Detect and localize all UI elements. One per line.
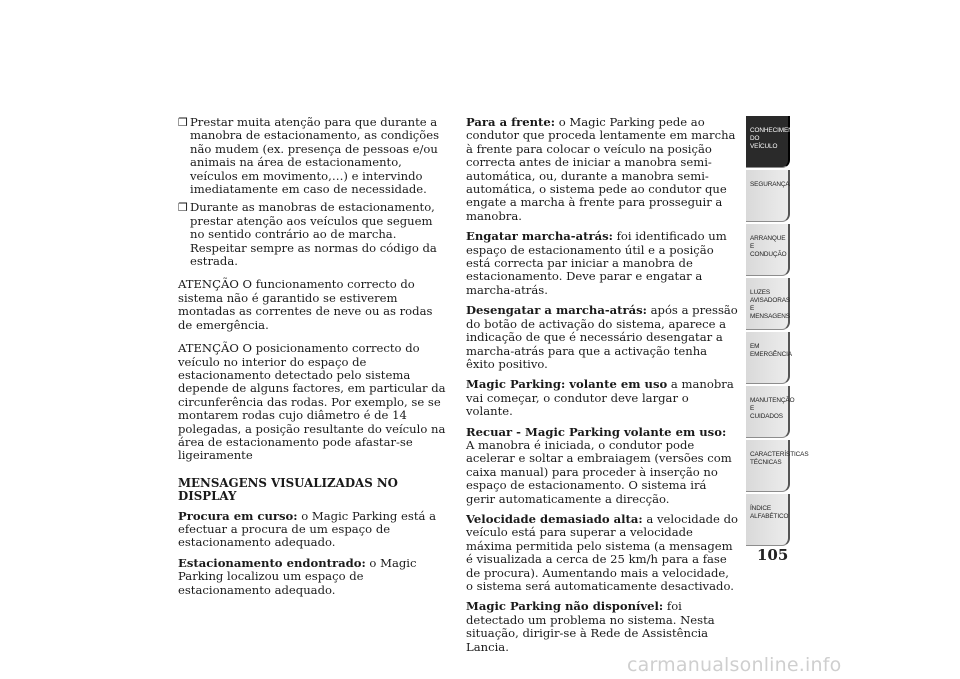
tab-label: ÍNDICE: [750, 505, 772, 512]
message-entry: [466, 513, 738, 593]
warning-note: ATENÇÃO O funcionamento correcto do sistema não é garantido se estiverem montadas as correntes de neve ou as rodas de emergência.: [178, 277, 433, 332]
message-term: Velocidade demasiado alta:: [466, 511, 643, 526]
tab-conhecimento-do-veiculo[interactable]: [746, 116, 802, 168]
message-entry: [466, 230, 738, 297]
message-term: Desengatar a marcha-atrás:: [466, 303, 647, 318]
message-entry: [178, 510, 450, 550]
message-term: Recuar - Magic Parking volante em uso:: [466, 424, 727, 439]
message-entry: [466, 116, 738, 223]
message-text: A manobra é iniciada, o condutor pode acelerar e soltar a embraiagem (versões com caixa manual) para proceder à inserção no espaço de estacionamento. O sistema irá gerir automaticamente a direcção.: [466, 437, 732, 506]
tab-label: MENSAGENS: [750, 313, 790, 320]
message-term: Magic Parking não disponível:: [466, 599, 664, 614]
tab-em-emergencia[interactable]: [746, 332, 790, 384]
tab-arranque-e-conducao[interactable]: [746, 224, 790, 276]
bullet-text: Durante as manobras de estacionamento, prestar atenção aos veículos que seguem no sentido contrário ao de marcha. Respeitar sempre as normas do código da estrada.: [190, 200, 437, 269]
bullet-item: [178, 201, 450, 268]
message-term: Para a frente:: [466, 115, 556, 129]
tab-label: SEGURANÇA: [750, 181, 790, 188]
tab-manutencao-e-cuidados[interactable]: [746, 386, 795, 438]
tab-luzes-avisadoras-e-mensagens[interactable]: [746, 278, 790, 330]
message-entry: [178, 557, 450, 597]
message-term: Magic Parking: volante em uso: [466, 377, 668, 392]
tab-label: CARACTERÍSTICAS: [750, 451, 809, 458]
tab-label: DO VEÍCULO: [750, 135, 778, 150]
message-term: Procura em curso:: [178, 508, 298, 523]
message-text: o Magic Parking localizou um espaço de estacionamento adequado.: [178, 555, 417, 597]
tab-label: ARRANQUE E: [750, 235, 786, 250]
tab-label: LUZES: [750, 289, 771, 296]
page-number: 105: [757, 546, 789, 564]
message-text: o Magic Parking pede ao condutor que proceda lentamente em marcha à frente para colocar o veículo na posição correcta antes de iniciar a manobra semi-automática, ou, durante a manobra semi-automática, o sistema pede ao condutor que engate a marcha à frente para prosseguir a manobra.: [466, 115, 736, 223]
right-column: [466, 116, 738, 661]
message-text: a manobra vai começar, o condutor deve largar o volante.: [466, 377, 734, 419]
tab-label: CONHECIMENTO: [750, 127, 802, 134]
message-entry: [466, 378, 738, 418]
message-term: Engatar marcha-atrás:: [466, 229, 613, 244]
bullet-item: [178, 116, 450, 196]
section-heading: MENSAGENS VISUALIZADAS NO DISPLAY: [178, 475, 398, 504]
message-entry: [466, 304, 738, 371]
left-column: [178, 116, 450, 604]
warning-note: ATENÇÃO O posicionamento correcto do veículo no interior do espaço de estacionamento detectado pelo sistema depende de alguns factores, em particular da circunferência das rodas. Por exemplo, se se montarem rodas cujo diâmetro é de 14 polegadas, a posição resultante do veículo na área de estacionamento pode afastar-se ligeiramente: [178, 341, 446, 463]
message-text: foi detectado um problema no sistema. Nesta situação, dirigir-se à Rede de Assistência Lancia.: [466, 599, 715, 654]
tab-label: AVISADORAS E: [750, 297, 791, 312]
checkbox-bullet-icon: ❒: [178, 116, 188, 129]
tab-label: MANUTENÇÃO E: [750, 397, 795, 412]
tab-indice-alfabetico[interactable]: [746, 494, 790, 546]
tab-label: TÉCNICAS: [750, 459, 782, 466]
watermark: carmanualsonline.info: [627, 654, 842, 676]
chapter-tabs: [746, 116, 809, 548]
message-text: o Magic Parking está a efectuar a procura de um espaço de estacionamento adequado.: [178, 508, 436, 550]
tab-seguranca[interactable]: [746, 170, 790, 222]
tab-caracteristicas-tecnicas[interactable]: [746, 440, 809, 492]
tab-label: EM EMERGÊNCIA: [750, 343, 792, 358]
message-entry: [466, 426, 738, 506]
bullet-text: Prestar muita atenção para que durante a manobra de estacionamento, as condições não mudem (ex. presença de pessoas e/ou animais na área de estacionamento, veículos em movimento,…) e intervindo imediatamente em caso de necessidade.: [190, 115, 440, 197]
tab-label: CUIDADOS: [750, 413, 783, 420]
message-entry: [466, 600, 738, 654]
tab-label: ALFABÉTICO: [750, 513, 789, 520]
message-text: após a pressão do botão de activação do sistema, aparece a indicação de que é necessário desengatar a marcha-atrás para que a activação tenha êxito positivo.: [466, 303, 738, 371]
message-term: Estacionamento endontrado:: [178, 555, 366, 570]
message-text: a velocidade do veículo está para superar a velocidade máxima permitida pelo sistema (a mensagem é visualizada a cerca de 25 km/h para a fase de procura). Aumentando mais a velocidade, o sistema será automaticamente desactivado.: [466, 511, 738, 593]
message-text: foi identificado um espaço de estacionamento útil e a posição está correcta par iniciar a manobra de estacionamento. Deve parar e engatar a marcha-atrás.: [466, 229, 727, 297]
tab-label: CONDUÇÃO: [750, 251, 787, 258]
checkbox-bullet-icon: ❒: [178, 201, 188, 215]
